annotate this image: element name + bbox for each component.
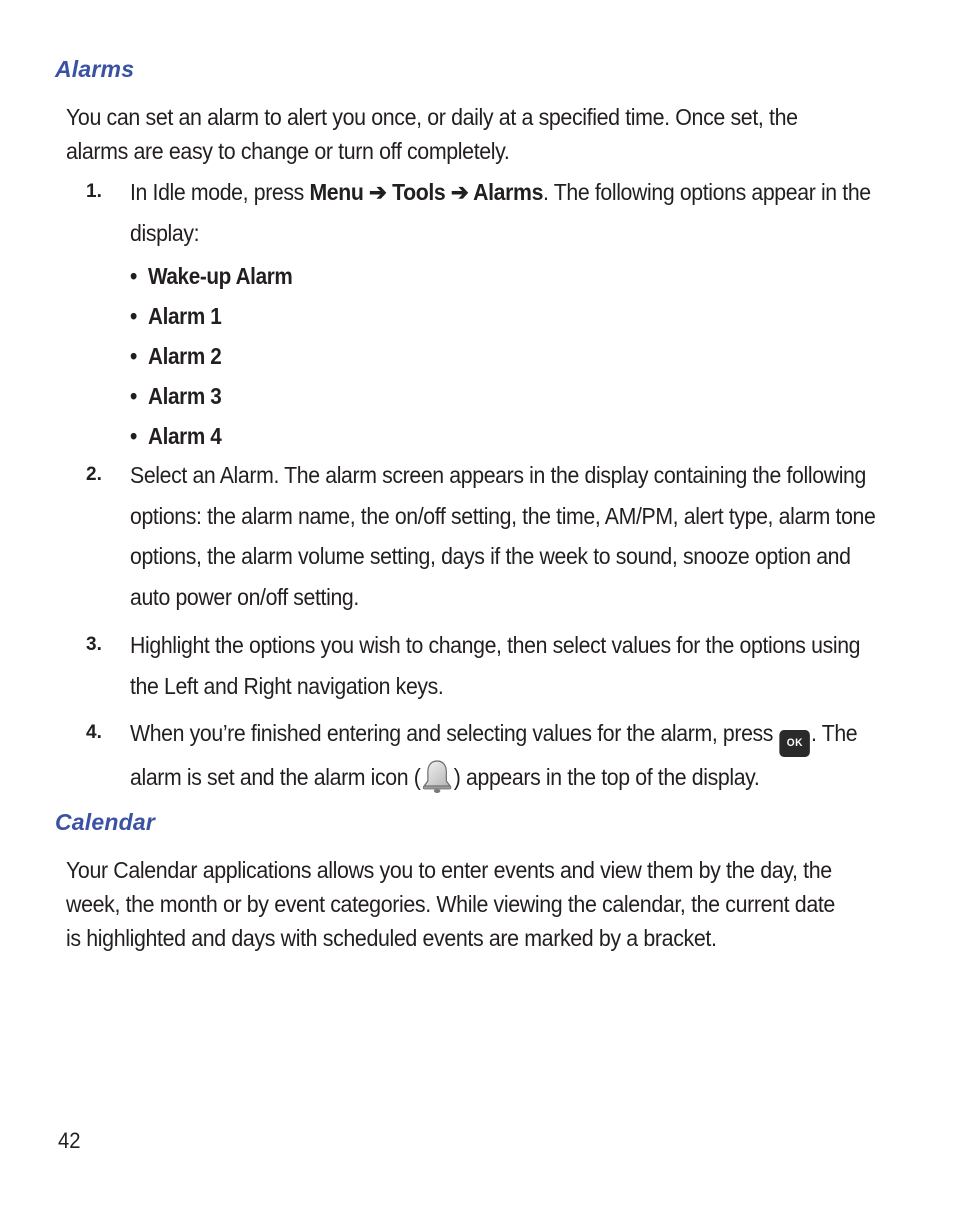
bullet-icon: •	[130, 383, 137, 409]
step-4-text	[130, 713, 889, 798]
bullet-icon: •	[130, 423, 137, 449]
step-1-suffix: . The following options appear in the display:	[130, 179, 871, 246]
list-item	[130, 256, 292, 296]
list-item	[130, 376, 292, 416]
menu-label: Menu	[309, 179, 364, 205]
option-label: Alarm 4	[148, 423, 222, 449]
step-4-number: 4.	[86, 722, 102, 743]
option-label: Alarm 3	[148, 383, 222, 409]
option-label: Alarm 2	[148, 343, 222, 369]
list-item	[130, 296, 292, 336]
step-3-number: 3.	[86, 634, 102, 655]
list-item	[130, 336, 292, 376]
alarms-label: Alarms	[473, 179, 544, 205]
calendar-intro: Your Calendar applications allows you to enter events and view them by the day, the week, the month or by event categories. While viewing the calendar, the current date is highlighted and days with scheduled events are marked by a bracket.	[66, 857, 835, 951]
alarm-options-list	[130, 256, 311, 456]
step-1-number: 1.	[86, 181, 102, 202]
option-label: Alarm 1	[148, 303, 222, 329]
step-1-text	[130, 172, 889, 253]
ok-key-icon: OK	[780, 730, 811, 757]
option-label: Wake-up Alarm	[148, 263, 293, 289]
step-2-text: Select an Alarm. The alarm screen appears in the display containing the following options: the alarm name, the on/off setting, the time, AM/PM, alert type, alarm tone options, the alarm volume setting, days if the week to sound, snooze option and auto power on/off setting.	[130, 462, 876, 610]
step-4-part1: When you’re finished entering and selecting values for the alarm, press	[130, 720, 779, 746]
step-4-part2: . The alarm is set and the alarm icon (	[130, 720, 858, 790]
bullet-icon: •	[130, 343, 137, 369]
step-4-part3: ) appears in the top of the display.	[453, 764, 760, 790]
bullet-icon: •	[130, 303, 137, 329]
tools-label: Tools	[392, 179, 446, 205]
arrow-icon: ➔	[445, 179, 474, 205]
alarms-intro: You can set an alarm to alert you once, or daily at a specified time. Once set, the alarms are easy to change or turn off completely.	[66, 104, 798, 164]
bullet-icon: •	[130, 263, 137, 289]
arrow-icon: ➔	[363, 179, 393, 205]
step-2-number: 2.	[86, 464, 102, 485]
list-item	[130, 416, 292, 456]
alarms-heading: Alarms	[55, 56, 135, 82]
step-1-prefix: In Idle mode, press	[130, 179, 310, 205]
page-number: 42	[58, 1128, 81, 1153]
step-3-text: Highlight the options you wish to change, then select values for the options using the Left and Right navigation keys.	[130, 632, 861, 699]
alarm-bell-icon	[420, 758, 453, 794]
calendar-heading: Calendar	[55, 809, 156, 835]
